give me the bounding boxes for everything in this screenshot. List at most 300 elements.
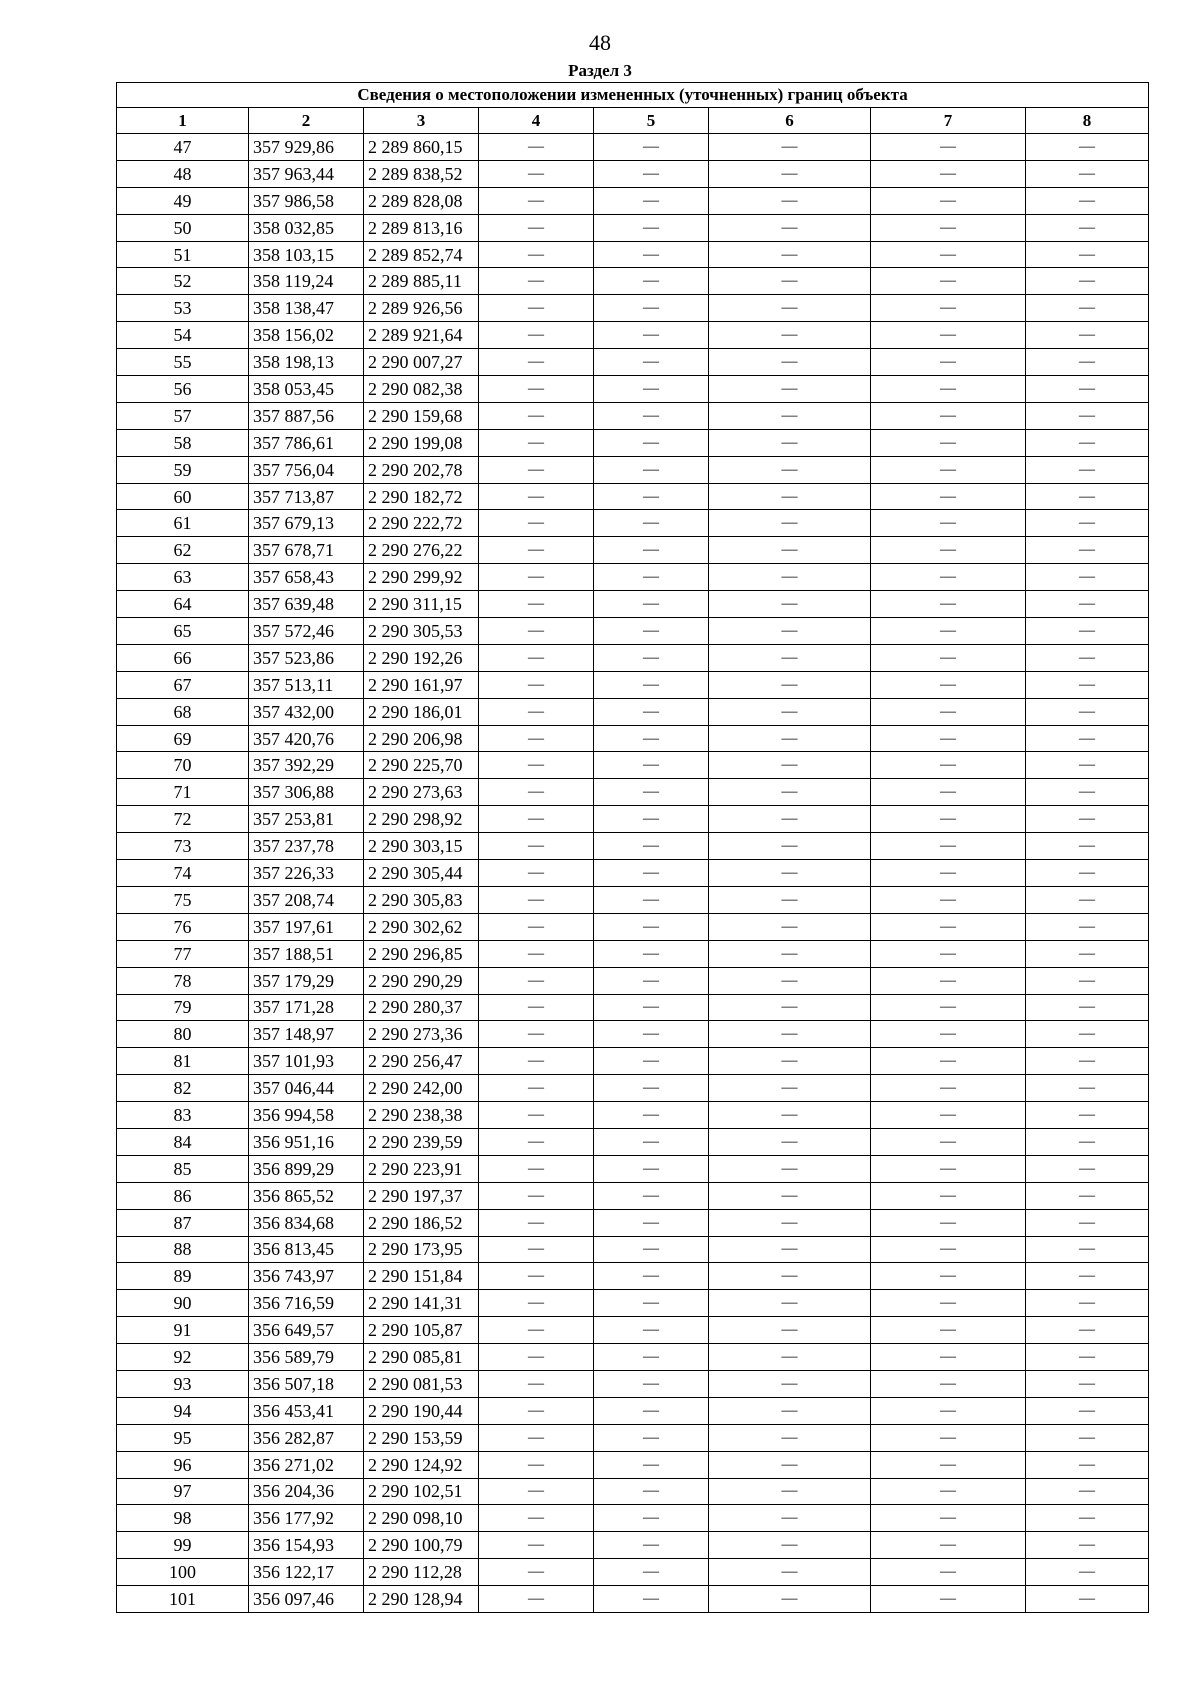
- point-number-cell: 78: [117, 967, 249, 994]
- x-coordinate-cell: 357 432,00: [249, 698, 364, 725]
- empty-value-cell: —: [594, 322, 709, 349]
- x-coordinate-cell: 356 589,79: [249, 1344, 364, 1371]
- x-coordinate-cell: 358 053,45: [249, 376, 364, 403]
- empty-value-cell: —: [709, 241, 871, 268]
- empty-value-cell: —: [1026, 402, 1149, 429]
- empty-value-cell: —: [709, 268, 871, 295]
- y-coordinate-cell: 2 290 085,81: [364, 1344, 479, 1371]
- table-caption-row: [117, 83, 1149, 108]
- empty-value-cell: —: [871, 1532, 1026, 1559]
- y-coordinate-cell: 2 290 273,63: [364, 779, 479, 806]
- empty-value-cell: —: [1026, 1075, 1149, 1102]
- table-row: [117, 1290, 1149, 1317]
- table-row: [117, 241, 1149, 268]
- point-number-cell: 51: [117, 241, 249, 268]
- x-coordinate-cell: 357 420,76: [249, 725, 364, 752]
- empty-value-cell: —: [594, 994, 709, 1021]
- table-row: [117, 402, 1149, 429]
- x-coordinate-cell: 356 204,36: [249, 1478, 364, 1505]
- empty-value-cell: —: [594, 1505, 709, 1532]
- empty-value-cell: —: [871, 483, 1026, 510]
- empty-value-cell: —: [709, 886, 871, 913]
- x-coordinate-cell: 356 649,57: [249, 1317, 364, 1344]
- empty-value-cell: —: [1026, 725, 1149, 752]
- point-number-cell: 87: [117, 1209, 249, 1236]
- empty-value-cell: —: [479, 752, 594, 779]
- empty-value-cell: —: [709, 1048, 871, 1075]
- table-row: [117, 510, 1149, 537]
- empty-value-cell: —: [871, 1505, 1026, 1532]
- table-row: [117, 994, 1149, 1021]
- point-number-cell: 56: [117, 376, 249, 403]
- empty-value-cell: —: [871, 1559, 1026, 1586]
- column-number-row: [117, 108, 1149, 134]
- empty-value-cell: —: [594, 268, 709, 295]
- table-row: [117, 160, 1149, 187]
- x-coordinate-cell: 357 226,33: [249, 860, 364, 887]
- empty-value-cell: —: [871, 1370, 1026, 1397]
- empty-value-cell: —: [594, 886, 709, 913]
- x-coordinate-cell: 357 513,11: [249, 671, 364, 698]
- y-coordinate-cell: 2 289 921,64: [364, 322, 479, 349]
- table-row: [117, 537, 1149, 564]
- empty-value-cell: —: [594, 160, 709, 187]
- empty-value-cell: —: [709, 1559, 871, 1586]
- table-row: [117, 1209, 1149, 1236]
- empty-value-cell: —: [709, 833, 871, 860]
- empty-value-cell: —: [871, 402, 1026, 429]
- x-coordinate-cell: 356 899,29: [249, 1155, 364, 1182]
- x-coordinate-cell: 357 208,74: [249, 886, 364, 913]
- empty-value-cell: —: [1026, 1505, 1149, 1532]
- table-row: [117, 1155, 1149, 1182]
- y-coordinate-cell: 2 290 225,70: [364, 752, 479, 779]
- x-coordinate-cell: 357 253,81: [249, 806, 364, 833]
- empty-value-cell: —: [871, 967, 1026, 994]
- empty-value-cell: —: [479, 322, 594, 349]
- empty-value-cell: —: [871, 833, 1026, 860]
- column-number: 5: [594, 108, 709, 134]
- empty-value-cell: —: [1026, 510, 1149, 537]
- table-row: [117, 214, 1149, 241]
- empty-value-cell: —: [1026, 994, 1149, 1021]
- empty-value-cell: —: [871, 537, 1026, 564]
- table-row: [117, 1370, 1149, 1397]
- empty-value-cell: —: [479, 1344, 594, 1371]
- empty-value-cell: —: [1026, 1155, 1149, 1182]
- empty-value-cell: —: [1026, 1317, 1149, 1344]
- point-number-cell: 65: [117, 618, 249, 645]
- empty-value-cell: —: [479, 510, 594, 537]
- x-coordinate-cell: 357 148,97: [249, 1021, 364, 1048]
- empty-value-cell: —: [594, 1128, 709, 1155]
- empty-value-cell: —: [871, 886, 1026, 913]
- empty-value-cell: —: [709, 1370, 871, 1397]
- empty-value-cell: —: [479, 833, 594, 860]
- empty-value-cell: —: [479, 860, 594, 887]
- empty-value-cell: —: [871, 1344, 1026, 1371]
- empty-value-cell: —: [479, 241, 594, 268]
- y-coordinate-cell: 2 290 239,59: [364, 1128, 479, 1155]
- empty-value-cell: —: [594, 752, 709, 779]
- empty-value-cell: —: [871, 806, 1026, 833]
- empty-value-cell: —: [871, 779, 1026, 806]
- point-number-cell: 48: [117, 160, 249, 187]
- empty-value-cell: —: [709, 160, 871, 187]
- empty-value-cell: —: [871, 671, 1026, 698]
- empty-value-cell: —: [709, 214, 871, 241]
- empty-value-cell: —: [709, 1209, 871, 1236]
- empty-value-cell: —: [479, 1128, 594, 1155]
- empty-value-cell: —: [709, 1478, 871, 1505]
- empty-value-cell: —: [871, 564, 1026, 591]
- empty-value-cell: —: [709, 402, 871, 429]
- empty-value-cell: —: [709, 806, 871, 833]
- empty-value-cell: —: [594, 134, 709, 161]
- x-coordinate-cell: 357 197,61: [249, 913, 364, 940]
- empty-value-cell: —: [1026, 483, 1149, 510]
- empty-value-cell: —: [479, 1451, 594, 1478]
- empty-value-cell: —: [1026, 1021, 1149, 1048]
- point-number-cell: 67: [117, 671, 249, 698]
- point-number-cell: 82: [117, 1075, 249, 1102]
- empty-value-cell: —: [479, 1505, 594, 1532]
- x-coordinate-cell: 357 713,87: [249, 483, 364, 510]
- empty-value-cell: —: [479, 1209, 594, 1236]
- empty-value-cell: —: [1026, 1263, 1149, 1290]
- empty-value-cell: —: [594, 1586, 709, 1613]
- table-caption: Сведения о местоположении измененных (уточненных) границ объекта: [117, 83, 1149, 108]
- y-coordinate-cell: 2 289 813,16: [364, 214, 479, 241]
- empty-value-cell: —: [479, 429, 594, 456]
- empty-value-cell: —: [479, 1155, 594, 1182]
- empty-value-cell: —: [1026, 752, 1149, 779]
- empty-value-cell: —: [1026, 967, 1149, 994]
- point-number-cell: 93: [117, 1370, 249, 1397]
- empty-value-cell: —: [871, 644, 1026, 671]
- empty-value-cell: —: [871, 752, 1026, 779]
- empty-value-cell: —: [479, 349, 594, 376]
- point-number-cell: 49: [117, 187, 249, 214]
- empty-value-cell: —: [1026, 886, 1149, 913]
- empty-value-cell: —: [594, 779, 709, 806]
- table-row: [117, 1478, 1149, 1505]
- empty-value-cell: —: [1026, 671, 1149, 698]
- empty-value-cell: —: [709, 1182, 871, 1209]
- empty-value-cell: —: [594, 1317, 709, 1344]
- x-coordinate-cell: 357 786,61: [249, 429, 364, 456]
- x-coordinate-cell: 357 392,29: [249, 752, 364, 779]
- empty-value-cell: —: [1026, 1128, 1149, 1155]
- x-coordinate-cell: 358 103,15: [249, 241, 364, 268]
- empty-value-cell: —: [871, 1263, 1026, 1290]
- table-row: [117, 860, 1149, 887]
- x-coordinate-cell: 357 237,78: [249, 833, 364, 860]
- empty-value-cell: —: [1026, 806, 1149, 833]
- table-row: [117, 779, 1149, 806]
- empty-value-cell: —: [1026, 1532, 1149, 1559]
- x-coordinate-cell: 358 032,85: [249, 214, 364, 241]
- column-number: 4: [479, 108, 594, 134]
- x-coordinate-cell: 356 951,16: [249, 1128, 364, 1155]
- empty-value-cell: —: [1026, 644, 1149, 671]
- empty-value-cell: —: [594, 187, 709, 214]
- x-coordinate-cell: 356 716,59: [249, 1290, 364, 1317]
- empty-value-cell: —: [479, 456, 594, 483]
- point-number-cell: 95: [117, 1424, 249, 1451]
- empty-value-cell: —: [479, 160, 594, 187]
- empty-value-cell: —: [479, 1532, 594, 1559]
- empty-value-cell: —: [1026, 1559, 1149, 1586]
- empty-value-cell: —: [871, 1021, 1026, 1048]
- point-number-cell: 62: [117, 537, 249, 564]
- empty-value-cell: —: [594, 671, 709, 698]
- empty-value-cell: —: [709, 1263, 871, 1290]
- empty-value-cell: —: [871, 268, 1026, 295]
- empty-value-cell: —: [709, 967, 871, 994]
- empty-value-cell: —: [594, 806, 709, 833]
- empty-value-cell: —: [479, 134, 594, 161]
- x-coordinate-cell: 356 271,02: [249, 1451, 364, 1478]
- x-coordinate-cell: 357 101,93: [249, 1048, 364, 1075]
- empty-value-cell: —: [594, 967, 709, 994]
- x-coordinate-cell: 356 865,52: [249, 1182, 364, 1209]
- empty-value-cell: —: [479, 1182, 594, 1209]
- empty-value-cell: —: [871, 322, 1026, 349]
- empty-value-cell: —: [594, 1397, 709, 1424]
- y-coordinate-cell: 2 290 081,53: [364, 1370, 479, 1397]
- empty-value-cell: —: [1026, 1397, 1149, 1424]
- y-coordinate-cell: 2 290 153,59: [364, 1424, 479, 1451]
- x-coordinate-cell: 358 138,47: [249, 295, 364, 322]
- empty-value-cell: —: [594, 241, 709, 268]
- point-number-cell: 99: [117, 1532, 249, 1559]
- empty-value-cell: —: [594, 349, 709, 376]
- y-coordinate-cell: 2 290 197,37: [364, 1182, 479, 1209]
- point-number-cell: 69: [117, 725, 249, 752]
- empty-value-cell: —: [479, 1370, 594, 1397]
- empty-value-cell: —: [479, 1397, 594, 1424]
- page-number: 48: [589, 30, 611, 55]
- empty-value-cell: —: [709, 1075, 871, 1102]
- empty-value-cell: —: [594, 429, 709, 456]
- empty-value-cell: —: [479, 1048, 594, 1075]
- x-coordinate-cell: 356 122,17: [249, 1559, 364, 1586]
- empty-value-cell: —: [709, 1586, 871, 1613]
- boundary-coordinates-table: [116, 82, 1149, 1613]
- empty-value-cell: —: [1026, 833, 1149, 860]
- x-coordinate-cell: 357 523,86: [249, 644, 364, 671]
- empty-value-cell: —: [1026, 698, 1149, 725]
- table-row: [117, 725, 1149, 752]
- x-coordinate-cell: 357 678,71: [249, 537, 364, 564]
- y-coordinate-cell: 2 290 206,98: [364, 725, 479, 752]
- empty-value-cell: —: [1026, 1478, 1149, 1505]
- empty-value-cell: —: [479, 268, 594, 295]
- table-row: [117, 1182, 1149, 1209]
- y-coordinate-cell: 2 289 838,52: [364, 160, 479, 187]
- empty-value-cell: —: [1026, 1102, 1149, 1129]
- empty-value-cell: —: [594, 860, 709, 887]
- empty-value-cell: —: [709, 1021, 871, 1048]
- empty-value-cell: —: [1026, 1182, 1149, 1209]
- y-coordinate-cell: 2 290 199,08: [364, 429, 479, 456]
- x-coordinate-cell: 357 306,88: [249, 779, 364, 806]
- empty-value-cell: —: [594, 483, 709, 510]
- y-coordinate-cell: 2 290 190,44: [364, 1397, 479, 1424]
- empty-value-cell: —: [594, 698, 709, 725]
- empty-value-cell: —: [709, 994, 871, 1021]
- empty-value-cell: —: [709, 349, 871, 376]
- empty-value-cell: —: [1026, 1290, 1149, 1317]
- empty-value-cell: —: [871, 376, 1026, 403]
- empty-value-cell: —: [594, 1451, 709, 1478]
- x-coordinate-cell: 357 658,43: [249, 564, 364, 591]
- y-coordinate-cell: 2 290 238,38: [364, 1102, 479, 1129]
- empty-value-cell: —: [594, 456, 709, 483]
- x-coordinate-cell: 357 179,29: [249, 967, 364, 994]
- table-row: [117, 591, 1149, 618]
- empty-value-cell: —: [594, 402, 709, 429]
- empty-value-cell: —: [479, 913, 594, 940]
- table-row: [117, 671, 1149, 698]
- table-row: [117, 1021, 1149, 1048]
- y-coordinate-cell: 2 290 305,53: [364, 618, 479, 645]
- empty-value-cell: —: [709, 456, 871, 483]
- empty-value-cell: —: [594, 1209, 709, 1236]
- y-coordinate-cell: 2 289 926,56: [364, 295, 479, 322]
- point-number-cell: 88: [117, 1236, 249, 1263]
- point-number-cell: 63: [117, 564, 249, 591]
- empty-value-cell: —: [1026, 456, 1149, 483]
- empty-value-cell: —: [871, 1478, 1026, 1505]
- empty-value-cell: —: [1026, 1451, 1149, 1478]
- y-coordinate-cell: 2 290 305,44: [364, 860, 479, 887]
- point-number-cell: 52: [117, 268, 249, 295]
- empty-value-cell: —: [594, 564, 709, 591]
- empty-value-cell: —: [594, 537, 709, 564]
- empty-value-cell: —: [1026, 537, 1149, 564]
- empty-value-cell: —: [594, 833, 709, 860]
- empty-value-cell: —: [1026, 322, 1149, 349]
- empty-value-cell: —: [479, 1317, 594, 1344]
- empty-value-cell: —: [871, 510, 1026, 537]
- y-coordinate-cell: 2 290 182,72: [364, 483, 479, 510]
- empty-value-cell: —: [1026, 241, 1149, 268]
- empty-value-cell: —: [594, 1290, 709, 1317]
- y-coordinate-cell: 2 290 102,51: [364, 1478, 479, 1505]
- empty-value-cell: —: [479, 1586, 594, 1613]
- point-number-cell: 86: [117, 1182, 249, 1209]
- empty-value-cell: —: [479, 537, 594, 564]
- empty-value-cell: —: [709, 322, 871, 349]
- empty-value-cell: —: [1026, 860, 1149, 887]
- empty-value-cell: —: [479, 618, 594, 645]
- empty-value-cell: —: [1026, 1344, 1149, 1371]
- empty-value-cell: —: [479, 1236, 594, 1263]
- y-coordinate-cell: 2 289 885,11: [364, 268, 479, 295]
- y-coordinate-cell: 2 290 296,85: [364, 940, 479, 967]
- empty-value-cell: —: [1026, 591, 1149, 618]
- point-number-cell: 61: [117, 510, 249, 537]
- x-coordinate-cell: 356 994,58: [249, 1102, 364, 1129]
- y-coordinate-cell: 2 290 105,87: [364, 1317, 479, 1344]
- empty-value-cell: —: [479, 671, 594, 698]
- empty-value-cell: —: [709, 1424, 871, 1451]
- empty-value-cell: —: [871, 1451, 1026, 1478]
- y-coordinate-cell: 2 290 223,91: [364, 1155, 479, 1182]
- empty-value-cell: —: [871, 1182, 1026, 1209]
- empty-value-cell: —: [709, 1317, 871, 1344]
- empty-value-cell: —: [594, 1344, 709, 1371]
- empty-value-cell: —: [594, 1155, 709, 1182]
- empty-value-cell: —: [1026, 913, 1149, 940]
- empty-value-cell: —: [1026, 1209, 1149, 1236]
- empty-value-cell: —: [1026, 1236, 1149, 1263]
- empty-value-cell: —: [709, 752, 871, 779]
- point-number-cell: 50: [117, 214, 249, 241]
- empty-value-cell: —: [1026, 160, 1149, 187]
- point-number-cell: 85: [117, 1155, 249, 1182]
- empty-value-cell: —: [871, 295, 1026, 322]
- empty-value-cell: —: [871, 134, 1026, 161]
- column-number: 2: [249, 108, 364, 134]
- y-coordinate-cell: 2 290 256,47: [364, 1048, 479, 1075]
- empty-value-cell: —: [871, 1586, 1026, 1613]
- empty-value-cell: —: [871, 1155, 1026, 1182]
- empty-value-cell: —: [479, 376, 594, 403]
- point-number-cell: 72: [117, 806, 249, 833]
- table-row: [117, 886, 1149, 913]
- y-coordinate-cell: 2 290 161,97: [364, 671, 479, 698]
- point-number-cell: 71: [117, 779, 249, 806]
- table-row: [117, 349, 1149, 376]
- point-number-cell: 73: [117, 833, 249, 860]
- table-row: [117, 1102, 1149, 1129]
- y-coordinate-cell: 2 289 828,08: [364, 187, 479, 214]
- empty-value-cell: —: [479, 779, 594, 806]
- empty-value-cell: —: [709, 134, 871, 161]
- y-coordinate-cell: 2 290 242,00: [364, 1075, 479, 1102]
- y-coordinate-cell: 2 290 298,92: [364, 806, 479, 833]
- point-number-cell: 84: [117, 1128, 249, 1155]
- empty-value-cell: —: [709, 295, 871, 322]
- empty-value-cell: —: [594, 1559, 709, 1586]
- empty-value-cell: —: [871, 1317, 1026, 1344]
- y-coordinate-cell: 2 290 159,68: [364, 402, 479, 429]
- table-row: [117, 483, 1149, 510]
- empty-value-cell: —: [1026, 779, 1149, 806]
- table-row: [117, 1344, 1149, 1371]
- y-coordinate-cell: 2 290 273,36: [364, 1021, 479, 1048]
- point-number-cell: 80: [117, 1021, 249, 1048]
- x-coordinate-cell: 357 887,56: [249, 402, 364, 429]
- empty-value-cell: —: [871, 1128, 1026, 1155]
- table-row: [117, 322, 1149, 349]
- empty-value-cell: —: [709, 1155, 871, 1182]
- empty-value-cell: —: [709, 510, 871, 537]
- empty-value-cell: —: [479, 1478, 594, 1505]
- table-row: [117, 456, 1149, 483]
- y-coordinate-cell: 2 290 186,52: [364, 1209, 479, 1236]
- point-number-cell: 96: [117, 1451, 249, 1478]
- empty-value-cell: —: [709, 913, 871, 940]
- empty-value-cell: —: [479, 1075, 594, 1102]
- x-coordinate-cell: 357 986,58: [249, 187, 364, 214]
- empty-value-cell: —: [871, 1424, 1026, 1451]
- empty-value-cell: —: [709, 1397, 871, 1424]
- empty-value-cell: —: [594, 940, 709, 967]
